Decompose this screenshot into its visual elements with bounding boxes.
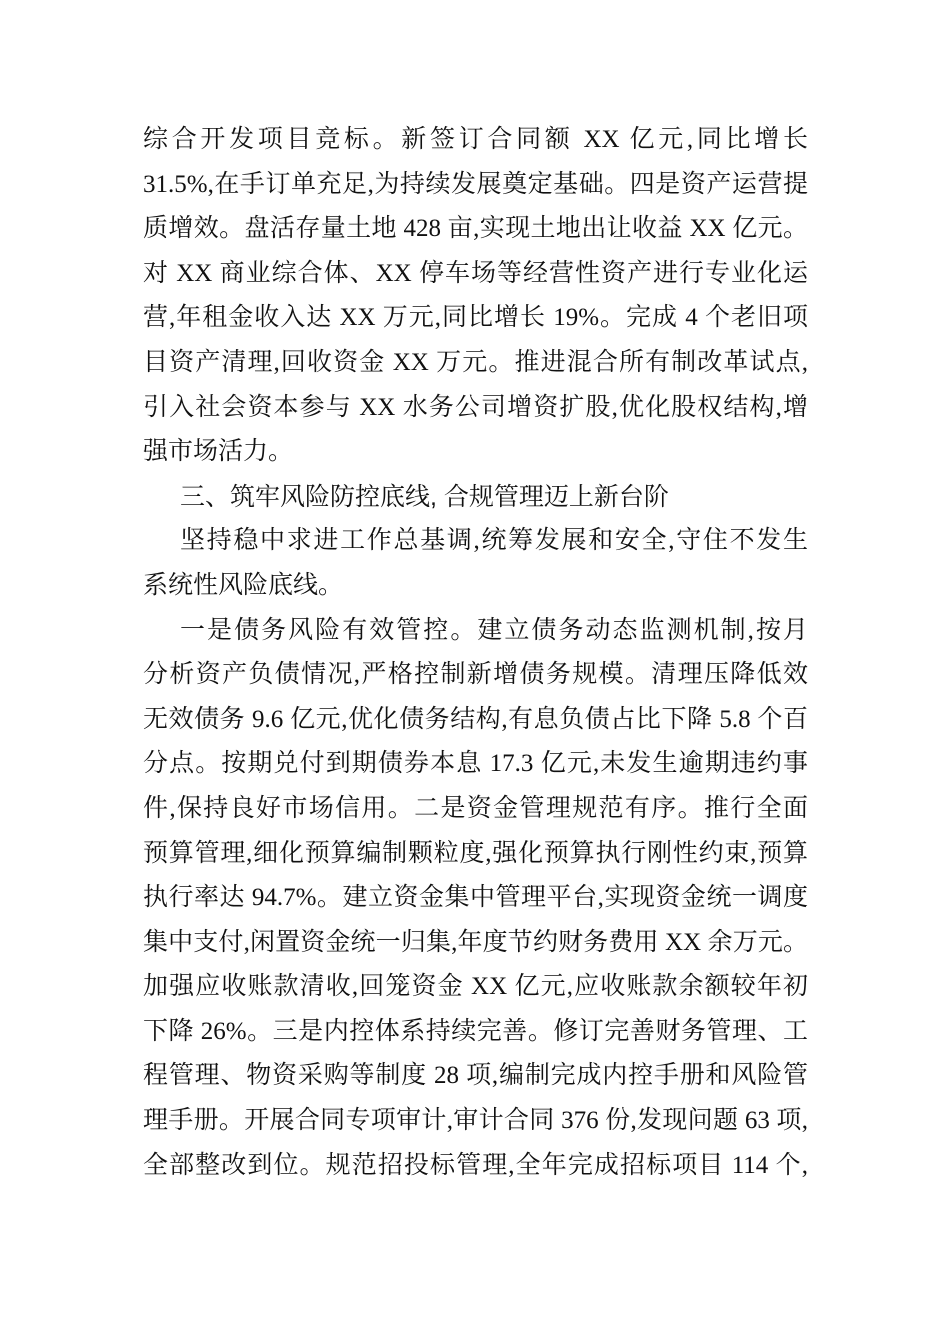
text-line: 引入社会资本参与 XX 水务公司增资扩股,优化股权结构,增	[143, 393, 808, 421]
text-line: 目资产清理,回收资金 XX 万元。推进混合所有制改革试点,	[143, 348, 808, 376]
text-line: 分点。按期兑付到期债券本息 17.3 亿元,未发生逾期违约事	[143, 750, 808, 778]
text-line: 质增效。盘活存量土地 428 亩,实现土地出让收益 XX 亿元。	[143, 215, 808, 243]
text-line: 程管理、物资采购等制度 28 项,编制完成内控手册和风险管	[143, 1062, 808, 1090]
text-line: 对 XX 商业综合体、XX 停车场等经营性资产进行专业化运	[143, 259, 808, 287]
text-line: 营,年租金收入达 XX 万元,同比增长 19%。完成 4 个老旧项	[143, 304, 808, 332]
paragraph-intro	[143, 519, 808, 608]
text-line: 执行率达 94.7%。建立资金集中管理平台,实现资金统一调度	[143, 884, 808, 912]
section-heading: 三、筑牢风险防控底线, 合规管理迈上新台阶	[180, 482, 669, 511]
text-line: 坚持稳中求进工作总基调,统筹发展和安全,守住不发生	[180, 527, 808, 555]
text-line: 无效债务 9.6 亿元,优化债务结构,有息负债占比下降 5.8 个百	[143, 705, 808, 733]
document-page	[143, 118, 808, 1188]
text-line: 预算管理,细化预算编制颗粒度,强化预算执行刚性约束,预算	[143, 839, 808, 867]
text-line: 全部整改到位。规范招投标管理,全年完成招标项目 114 个,	[143, 1151, 808, 1179]
text-line: 综合开发项目竞标。新签订合同额 XX 亿元,同比增长	[143, 126, 808, 153]
paragraph-asset-operations	[143, 118, 808, 475]
text-line: 31.5%,在手订单充足,为持续发展奠定基础。四是资产运营提	[143, 170, 808, 198]
text-line: 强市场活力。	[143, 438, 294, 466]
text-line: 下降 26%。三是内控体系持续完善。修订完善财务管理、工	[143, 1017, 808, 1045]
text-line: 集中支付,闲置资金统一归集,年度节约财务费用 XX 余万元。	[143, 928, 808, 956]
text-line: 理手册。开展合同专项审计,审计合同 376 份,发现问题 63 项,	[143, 1107, 808, 1135]
text-line: 一是债务风险有效管控。建立债务动态监测机制,按月	[180, 616, 808, 644]
text-line: 件,保持良好市场信用。二是资金管理规范有序。推行全面	[143, 794, 808, 822]
text-line: 系统性风险底线。	[143, 571, 344, 599]
paragraph-risk-control	[143, 609, 808, 1189]
text-line: 加强应收账款清收,回笼资金 XX 亿元,应收账款余额较年初	[143, 973, 808, 1001]
text-line: 分析资产负债情况,严格控制新增债务规模。清理压降低效	[143, 661, 808, 689]
